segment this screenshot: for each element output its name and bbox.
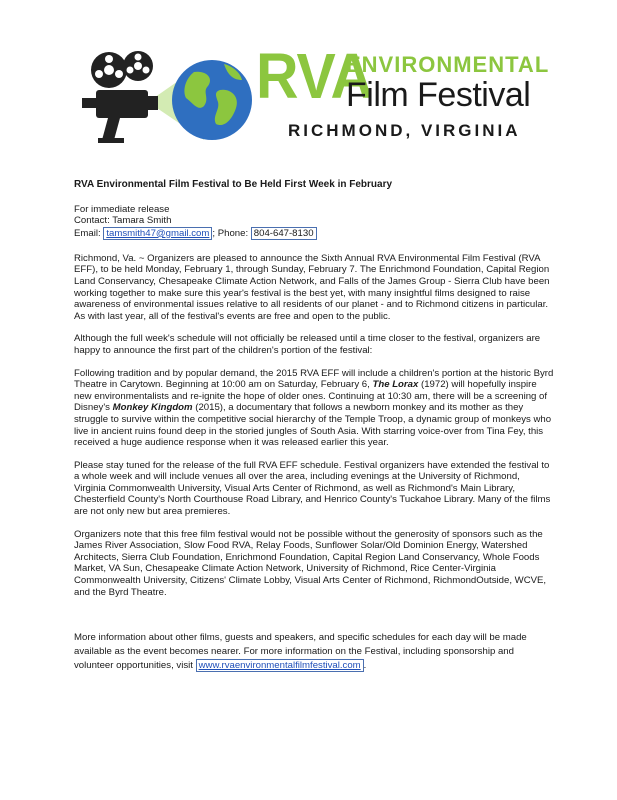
paragraph-intro: Richmond, Va. ~ Organizers are pleased to announce the Sixth Annual RVA Environmental Film Festival (RVA EFF), to be held Monday, February 1, through Sunday, February 7. The Enrichmond Foundation, Capital Region Land Conservancy, Chesapeake Climate Action Network, and Falls of the James Group - Sierra Club have been working together to make sure this year's festival is the best yet, with many insightful films designed to raise awareness of environmental issues relative to all residents of our planet - and to Richmond citizens in particular. As with last year, all of the festival's events are free and open to the public.: [74, 252, 550, 322]
logo-film-festival-text: Film Festival: [346, 76, 531, 114]
paragraph-more-info: [74, 631, 554, 673]
festival-logo: [74, 40, 550, 150]
children-text-a: Following tradition and by popular demand, the 2015 RVA EFF will include a children's portion at the historic Byrd Theatre in Carytown. Beginning at 10:00 am on Saturday, February 6,: [74, 367, 554, 391]
logo-city-text: RICHMOND, VIRGINIA: [288, 121, 521, 140]
press-release-body: [74, 179, 554, 684]
paragraph-venues: Please stay tuned for the release of the full RVA EFF schedule. Festival organizers have extended the festival to a whole week and will include venues all over the area, including evenings at the University of Richmond, Virginia Commonwealth University, Visual Arts Center of Richmond, as well as Richmond's Main Library, Chesterfield County's North Courthouse Road Library, and Henrico County's Tuckahoe Library. Many of the films are not only new but area premieres.: [74, 459, 551, 518]
email-link[interactable]: tamsmith47@gmail.com: [103, 227, 212, 240]
email-label: Email:: [74, 227, 104, 239]
more-info-end: .: [363, 660, 367, 672]
spacer: [74, 609, 554, 631]
paragraph-sponsors: Organizers note that this free film festival would not be possible without the generosity of sponsors such as the James River Association, Slow Food RVA, Relay Foods, Sunflower Solar/Old Dominion Energy, Watershed Architects, Sierra Club Foundation, Enrichmond Foundation, Capital Region Land Conservancy, Whole Foods Market, VA Sun, Chesapeake Climate Action Network, University of Richmond, Rice Center-Virginia Commonwealth University, Citizens' Climate Lobby, Visual Arts Center of Richmond, RichmondOutside, WCVE, and the Byrd Theatre.: [74, 528, 547, 598]
phone-number[interactable]: 804-647-8130: [251, 227, 317, 240]
children-text-c: (2015), a documentary that follows a newborn monkey and its mother as they struggle to survive within the competitive social hierarchy of the Temple Troop, a dynamic group of monkeys who live in ancient ruins found deep in the storied jungles of South Asia. With starring voice-over from Tina Fey, this received a huge audience response when it was released earlier this year.: [74, 402, 552, 449]
children-text-b: (1972) will hopefully inspire new environmentalists and re-ignite the hope of older ones. Continuing at 10:30 am, there will be a screening of Disney's: [74, 379, 548, 414]
headline: RVA Environmental Film Festival to Be Held First Week in February: [74, 179, 393, 190]
contact-name: Contact: Tamara Smith: [74, 215, 172, 227]
release-note: For immediate release: [74, 203, 170, 215]
paragraph-children: [74, 368, 554, 449]
film-title-lorax: The Lorax: [372, 379, 419, 391]
paragraph-schedule: Although the full week's schedule will not officially be released until a time closer to the festival, organizers are happy to announce the first part of the children's portion of the festival:: [74, 333, 541, 356]
film-projector-globe-icon: [74, 40, 254, 150]
contact-details: [74, 227, 554, 240]
festival-website-link[interactable]: www.rvaenvironmentalfilmfestival.com: [196, 659, 364, 672]
logo-environmental-text: ENVIRONMENTAL: [346, 52, 550, 77]
logo-rva-text: RVA: [256, 40, 373, 112]
film-title-monkey-kingdom: Monkey Kingdom: [112, 402, 193, 414]
phone-label: ; Phone:: [212, 227, 251, 239]
more-info-text: More information about other films, guests and speakers, and specific schedules for each day will be made available as the event becomes nearer. For more information on the Festival, including sponsorship and volunteer opportunities, visit: [74, 632, 527, 672]
